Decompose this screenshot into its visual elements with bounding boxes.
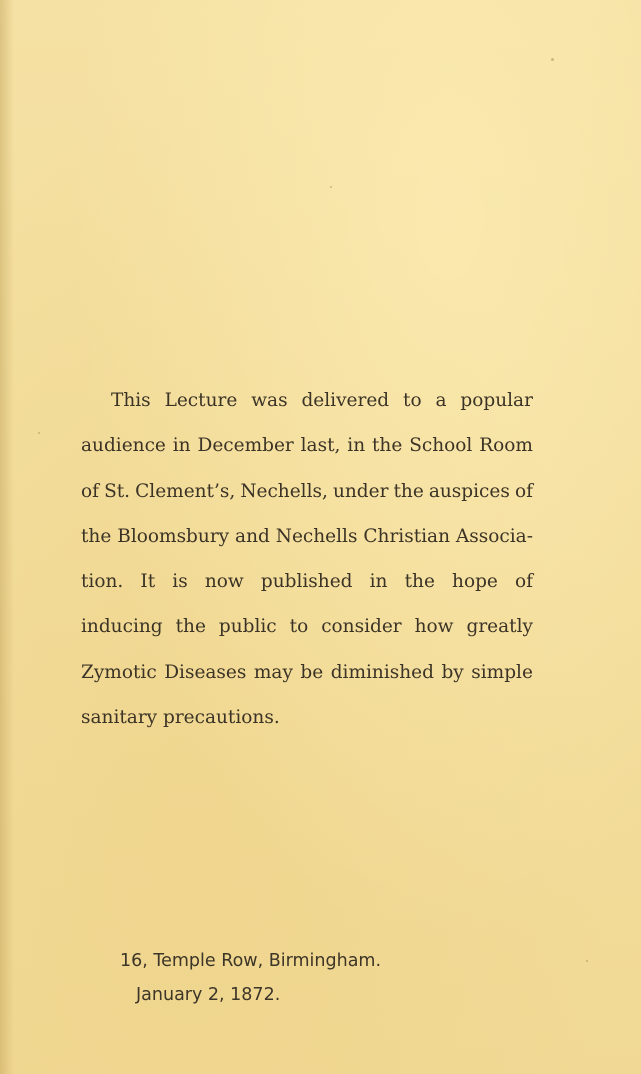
paper-speck	[551, 58, 554, 61]
paper-speck	[38, 432, 40, 434]
note-line: Zymotic Diseases may be diminished by simple	[81, 661, 533, 683]
note-line: the Bloomsbury and Nechells Christian Associa-	[81, 525, 533, 547]
binding-shadow	[0, 0, 14, 1074]
note-line: inducing the public to consider how greatly	[81, 616, 533, 638]
address-line: 16, Temple Row, Birmingham.	[120, 951, 382, 971]
note-line: of St. Clement’s, Nechells, under the auspices of	[81, 480, 533, 502]
date-line: January 2, 1872.	[136, 985, 281, 1005]
paper-speck	[330, 186, 332, 188]
paper-speck	[586, 960, 588, 962]
note-line: sanitary precautions.	[81, 707, 280, 729]
note-line: tion. It is now published in the hope of	[81, 571, 533, 593]
signature-block	[120, 944, 381, 1012]
note-line: audience in December last, in the School Room	[81, 435, 533, 457]
note-line: This Lecture was delivered to a popular	[111, 390, 533, 411]
publication-note	[81, 378, 533, 740]
